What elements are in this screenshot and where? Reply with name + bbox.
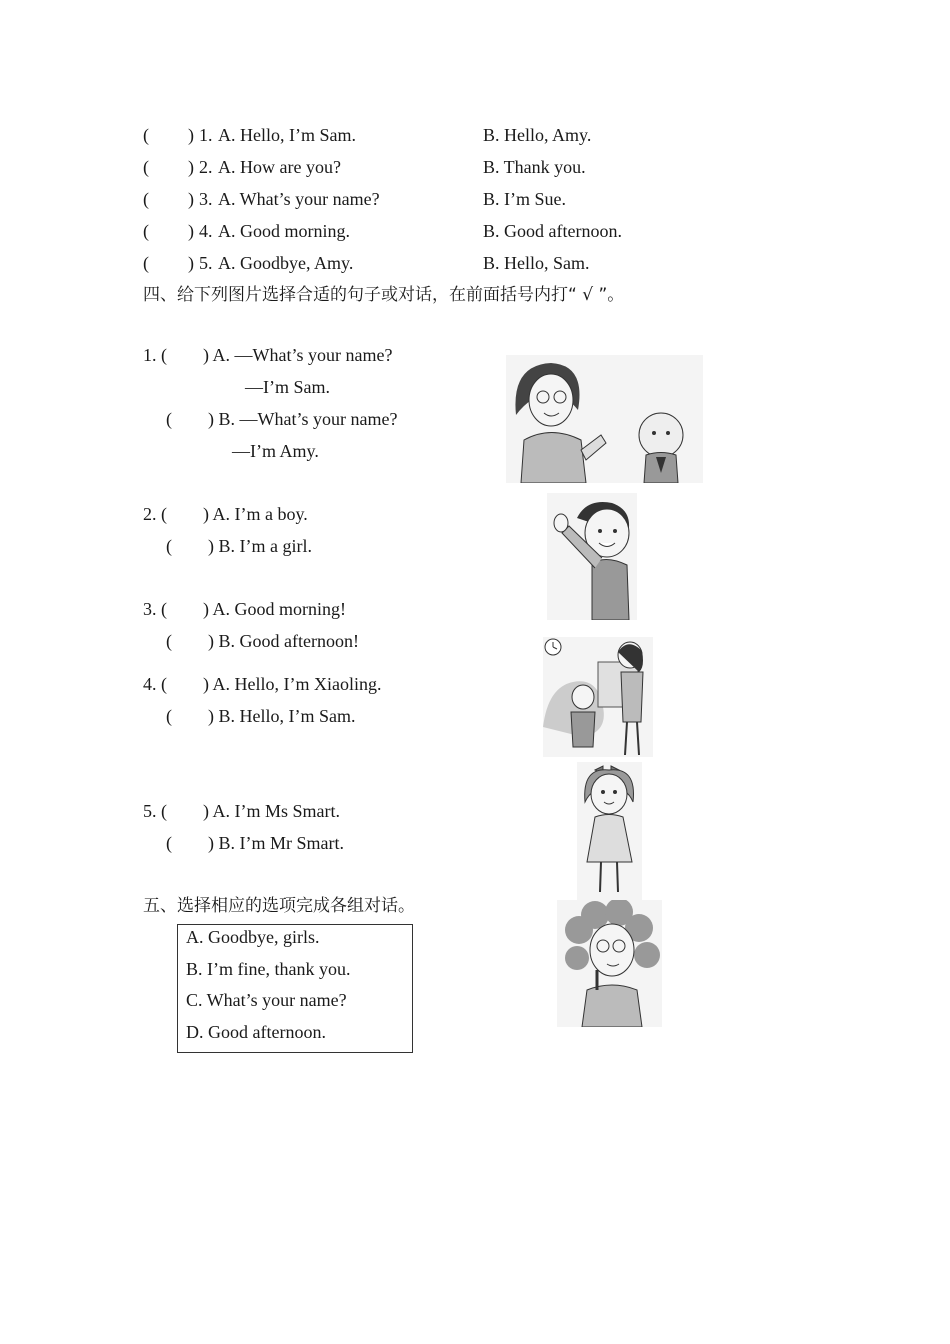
q1-option-b-line2: —I’m Amy.	[232, 441, 319, 461]
option-a: A. Hello, I’m Sam.	[218, 125, 356, 145]
answer-bracket-close: )	[188, 221, 194, 241]
option-a: A. How are you?	[218, 157, 341, 177]
q5-option-b: ( ) B. I’m Mr Smart.	[166, 833, 344, 853]
option-b: B. Hello, Amy.	[483, 125, 592, 145]
answer-bracket-close: )	[188, 253, 194, 273]
q1-option-a-line1: 1. ( ) A. —What’s your name?	[143, 345, 393, 365]
option-b: B. Good afternoon.	[483, 221, 622, 241]
q3-option-b: ( ) B. Good afternoon!	[166, 631, 359, 651]
question-number: 1.	[199, 125, 213, 145]
q4-option-a: 4. ( ) A. Hello, I’m Xiaoling.	[143, 674, 382, 694]
answer-bracket-close: )	[188, 125, 194, 145]
option-c: C. What’s your name?	[186, 990, 347, 1010]
question-number: 2.	[199, 157, 213, 177]
q1-option-a-line2: —I’m Sam.	[245, 377, 330, 397]
q3-option-a: 3. ( ) A. Good morning!	[143, 599, 346, 619]
teacher-and-boy-illustration	[506, 355, 703, 483]
woman-with-glasses-illustration	[557, 900, 662, 1027]
q5-option-a: 5. ( ) A. I’m Ms Smart.	[143, 801, 340, 821]
answer-bracket-open: (	[143, 221, 149, 241]
q1-option-b-line1: ( ) B. —What’s your name?	[166, 409, 398, 429]
option-b: B. I’m Sue.	[483, 189, 566, 209]
answer-bracket-open: (	[143, 125, 149, 145]
question-number: 4.	[199, 221, 213, 241]
waving-boy-illustration	[547, 493, 637, 620]
question-number: 5.	[199, 253, 213, 273]
answer-bracket-close: )	[188, 189, 194, 209]
morning-scene-illustration	[543, 637, 653, 757]
q2-option-a: 2. ( ) A. I’m a boy.	[143, 504, 308, 524]
option-a: A. Goodbye, girls.	[186, 927, 320, 947]
option-d: D. Good afternoon.	[186, 1022, 326, 1042]
option-b: B. Thank you.	[483, 157, 586, 177]
answer-bracket-close: )	[188, 157, 194, 177]
q4-option-b: ( ) B. Hello, I’m Sam.	[166, 706, 356, 726]
answer-bracket-open: (	[143, 157, 149, 177]
option-a: A. Good morning.	[218, 221, 350, 241]
q2-option-b: ( ) B. I’m a girl.	[166, 536, 312, 556]
answer-bracket-open: (	[143, 253, 149, 273]
section-4-heading: 四、给下列图片选择合适的句子或对话，在前面括号内打“ √ ”。	[143, 285, 625, 305]
option-a: A. What’s your name?	[218, 189, 380, 209]
option-b: B. I’m fine, thank you.	[186, 959, 351, 979]
section-5-heading: 五、选择相应的选项完成各组对话。	[143, 896, 415, 916]
option-b: B. Hello, Sam.	[483, 253, 590, 273]
girl-illustration	[577, 762, 642, 900]
question-number: 3.	[199, 189, 213, 209]
answer-bracket-open: (	[143, 189, 149, 209]
option-a: A. Goodbye, Amy.	[218, 253, 354, 273]
